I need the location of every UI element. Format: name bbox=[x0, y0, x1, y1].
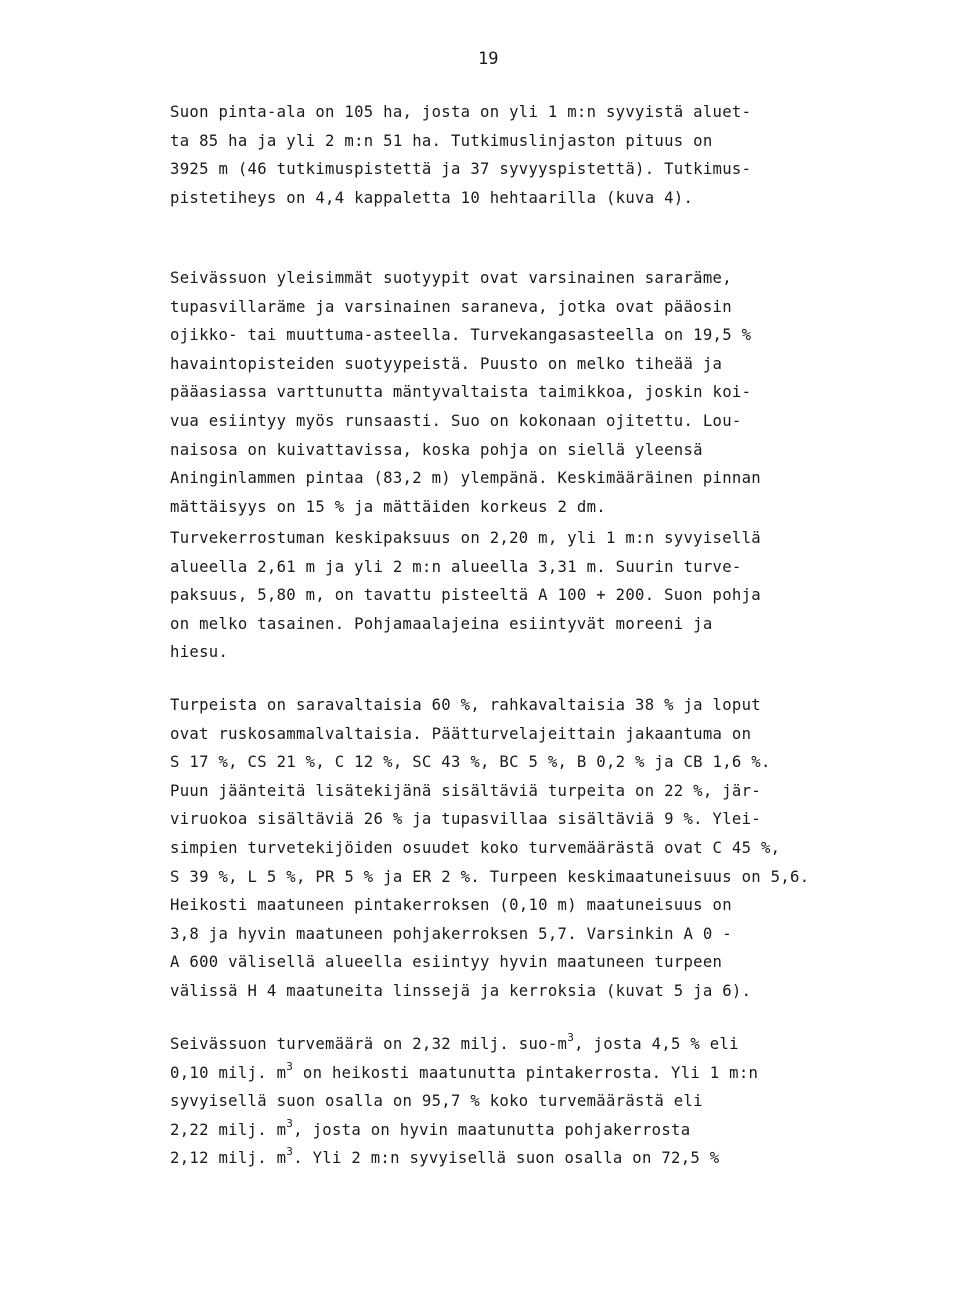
text-line: Puun jäänteitä lisätekijänä sisältäviä turpeita on 22 %, jär- bbox=[170, 781, 761, 800]
paragraph-peat-thickness bbox=[170, 524, 910, 667]
text-line: 3925 m (46 tutkimuspistettä ja 37 syvyyspistettä). Tutkimus- bbox=[170, 160, 752, 179]
text-line: Seivässuon yleisimmät suotyypit ovat varsinainen sararäme, bbox=[170, 269, 732, 287]
text-line: mättäisyys on 15 % ja mättäiden korkeus 2 dm. bbox=[170, 497, 606, 516]
paragraph-area-summary bbox=[170, 98, 910, 212]
text-line: Aninginlammen pintaa (83,2 m) ylempänä. Keskimääräinen pinnan bbox=[170, 469, 761, 488]
text-line: ojikko- tai muuttuma-asteella. Turvekangasasteella on 19,5 % bbox=[170, 326, 752, 345]
page-number: 19 bbox=[478, 49, 499, 69]
text-line: ta 85 ha ja yli 2 m:n 51 ha. Tutkimuslinjaston pituus on bbox=[170, 131, 713, 150]
text-line: havaintopisteiden suotyypeistä. Puusto on melko tiheää ja bbox=[170, 354, 723, 373]
text-segment: Seivässuon turvemäärä on 2,32 milj. suo-m bbox=[170, 1035, 568, 1053]
text-line: paksuus, 5,80 m, on tavattu pisteeltä A 100 + 200. Suon pohja bbox=[170, 586, 761, 605]
text-line bbox=[170, 1116, 910, 1145]
text-line: Turvekerrostuman keskipaksuus on 2,20 m, yli 1 m:n syvyisellä bbox=[170, 529, 761, 547]
text-line: syvyisellä suon osalla on 95,7 % koko turvemäärästä eli bbox=[170, 1092, 703, 1111]
paragraph-peat-volume bbox=[170, 1030, 910, 1173]
text-line: pistetiheys on 4,4 kappaletta 10 hehtaarilla (kuva 4). bbox=[170, 188, 694, 207]
text-line: A 600 välisellä alueella esiintyy hyvin maatuneen turpeen bbox=[170, 953, 723, 972]
superscript: 3 bbox=[286, 1059, 294, 1073]
text-line: tupasvillaräme ja varsinainen saraneva, jotka ovat pääosin bbox=[170, 297, 732, 316]
text-line: S 17 %, CS 21 %, C 12 %, SC 43 %, BC 5 %, B 0,2 % ja CB 1,6 %. bbox=[170, 753, 771, 772]
text-line: on melko tasainen. Pohjamaalajeina esiintyvät moreeni ja bbox=[170, 614, 713, 633]
text-line bbox=[170, 1030, 910, 1059]
text-line: Suon pinta-ala on 105 ha, josta on yli 1 m:n syvyistä aluet- bbox=[170, 103, 752, 121]
paragraph-peat-types bbox=[170, 691, 910, 1006]
text-segment: . Yli 2 m:n syvyisellä suon osalla on 72,5 % bbox=[293, 1149, 720, 1168]
text-segment: , josta 4,5 % eli bbox=[574, 1035, 739, 1053]
text-line: vua esiintyy myös runsaasti. Suo on kokonaan ojitettu. Lou- bbox=[170, 411, 742, 430]
superscript: 3 bbox=[286, 1145, 294, 1159]
text-line: Turpeista on saravaltaisia 60 %, rahkavaltaisia 38 % ja loput bbox=[170, 696, 761, 714]
text-segment: 0,10 milj. m bbox=[170, 1063, 287, 1082]
text-line: pääasiassa varttunutta mäntyvaltaista taimikkoa, joskin koi- bbox=[170, 383, 752, 402]
text-line: alueella 2,61 m ja yli 2 m:n alueella 3,31 m. Suurin turve- bbox=[170, 557, 742, 576]
text-line: 3,8 ja hyvin maatuneen pohjakerroksen 5,7. Varsinkin A 0 - bbox=[170, 924, 732, 943]
paragraph-site-types bbox=[170, 264, 910, 521]
text-segment: , josta on hyvin maatunutta pohjakerrosta bbox=[293, 1120, 691, 1139]
text-line: S 39 %, L 5 %, PR 5 % ja ER 2 %. Turpeen keskimaatuneisuus on 5,6. bbox=[170, 867, 810, 886]
text-line bbox=[170, 1059, 910, 1088]
superscript: 3 bbox=[567, 1031, 575, 1044]
text-segment: 2,12 milj. m bbox=[170, 1149, 287, 1168]
text-line: ovat ruskosammalvaltaisia. Päätturvelajeittain jakaantuma on bbox=[170, 724, 752, 743]
text-line: Heikosti maatuneen pintakerroksen (0,10 m) maatuneisuus on bbox=[170, 896, 732, 915]
text-segment: on heikosti maatunutta pintakerrosta. Yli 1 m:n bbox=[293, 1063, 759, 1082]
superscript: 3 bbox=[286, 1116, 294, 1130]
text-line: hiesu. bbox=[170, 643, 229, 662]
text-line bbox=[170, 1144, 910, 1173]
text-line: naisosa on kuivattavissa, koska pohja on siellä yleensä bbox=[170, 440, 703, 459]
text-line: välissä H 4 maatuneita linssejä ja kerroksia (kuvat 5 ja 6). bbox=[170, 981, 752, 1000]
text-line: simpien turvetekijöiden osuudet koko turvemäärästä ovat C 45 %, bbox=[170, 838, 781, 857]
text-line: viruokoa sisältäviä 26 % ja tupasvillaa sisältäviä 9 %. Ylei- bbox=[170, 810, 761, 829]
text-segment: 2,22 milj. m bbox=[170, 1120, 287, 1139]
